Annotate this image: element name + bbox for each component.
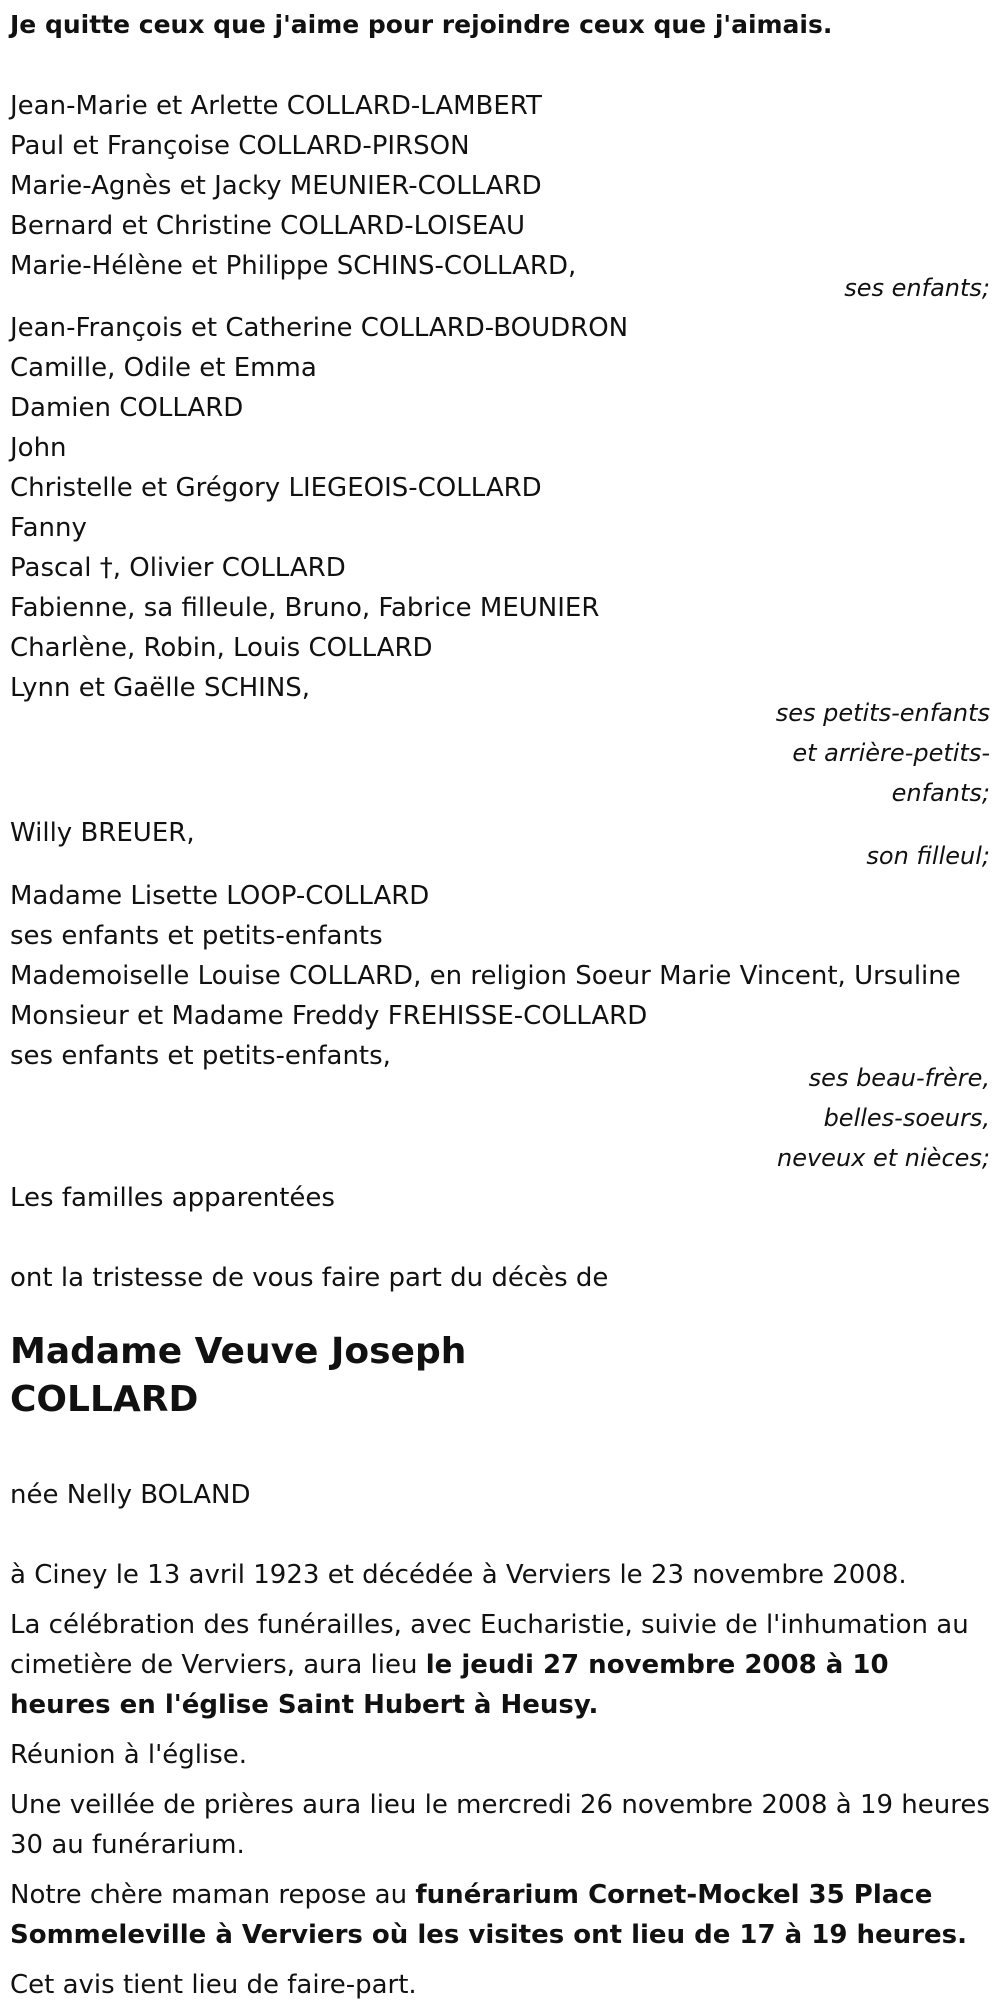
grandchildren-list [10, 308, 990, 708]
inlaws-list [10, 876, 990, 1076]
birth-name-block [10, 1475, 990, 1515]
vigil-details: Une veillée de prières aura lieu le mercredi 26 novembre 2008 à 19 heures 30 au funérarium. [10, 1790, 990, 1860]
list-item: Marie-Agnès et Jacky MEUNIER-COLLARD [10, 171, 542, 201]
children-role: ses enfants; [844, 274, 990, 302]
children-role-block [10, 268, 990, 308]
funeral-text: La célébration des funérailles, avec Eucharistie, suivie de l'inhumation au cimetière de Verviers, aura lieu [10, 1610, 969, 1680]
list-item: Marie-Hélène et Philippe SCHINS-COLLARD, [10, 251, 577, 281]
list-item: Pascal †, Olivier COLLARD [10, 553, 346, 583]
list-item: Christelle et Grégory LIEGEOIS-COLLARD [10, 473, 542, 503]
list-item: Fanny [10, 513, 87, 543]
list-item: Damien COLLARD [10, 393, 244, 423]
announcement-block [10, 1258, 990, 1298]
list-item: Jean-François et Catherine COLLARD-BOUDRON [10, 313, 629, 343]
grandchildren-role-line: et arrière-petits- [792, 739, 990, 767]
list-item: Madame Lisette LOOP-COLLARD [10, 881, 430, 911]
godson-role: son filleul; [866, 842, 990, 870]
list-item: ses enfants et petits-enfants, [10, 1041, 391, 1071]
grandchildren-role-block [10, 693, 990, 813]
list-item: Paul et Françoise COLLARD-PIRSON [10, 131, 470, 161]
deceased-name [10, 1328, 466, 1424]
details-block [10, 1555, 990, 2005]
deceased-name-line1: Madame Veuve Joseph [10, 1331, 467, 1372]
children-list [10, 86, 990, 286]
epigraph: Je quitte ceux que j'aime pour rejoindre ceux que j'aimais. [10, 10, 833, 39]
funeral-details [10, 1605, 995, 1725]
announcement: ont la tristesse de vous faire part du décès de [10, 1263, 609, 1293]
list-item: Jean-Marie et Arlette COLLARD-LAMBERT [10, 91, 542, 121]
grandchildren-role-line: enfants; [891, 779, 990, 807]
birth-death-details: à Ciney le 13 avril 1923 et décédée à Verviers le 23 novembre 2008. [10, 1560, 907, 1590]
list-item: Bernard et Christine COLLARD-LOISEAU [10, 211, 526, 241]
deceased-name-line2: COLLARD [10, 1379, 199, 1420]
funerarium-address: funérarium Cornet-Mockel 35 Place Sommeleville à Verviers où les visites ont lieu de 17 à 19 heures. [10, 1880, 967, 1950]
birth-name: née Nelly BOLAND [10, 1480, 251, 1510]
list-item: Camille, Odile et Emma [10, 353, 317, 383]
list-item: Lynn et Gaëlle SCHINS, [10, 673, 311, 703]
inlaws-role-line: neveux et nièces; [777, 1144, 990, 1172]
list-item: Mademoiselle Louise COLLARD, en religion Soeur Marie Vincent, Ursuline [10, 961, 961, 991]
grandchildren-role-line: ses petits-enfants [775, 699, 990, 727]
godson-name: Willy BREUER, [10, 818, 195, 848]
list-item: Charlène, Robin, Louis COLLARD [10, 633, 433, 663]
closing-note: Cet avis tient lieu de faire-part. [10, 1970, 417, 2000]
rest-text: Notre chère maman repose au [10, 1880, 416, 1910]
inlaws-role-line: ses beau-frère, [808, 1064, 990, 1092]
list-item: ses enfants et petits-enfants [10, 921, 383, 951]
list-item: Monsieur et Madame Freddy FREHISSE-COLLARD [10, 1001, 648, 1031]
list-item: John [10, 433, 67, 463]
inlaws-role-block [10, 1058, 990, 1178]
funeral-date-place: le jeudi 27 novembre 2008 à 10 heures en l'église Saint Hubert à Heusy. [10, 1650, 889, 1720]
inlaws-role-line: belles-soeurs, [823, 1104, 990, 1132]
godson-role-block [10, 836, 990, 876]
related-families-block [10, 1178, 990, 1218]
list-item: Fabienne, sa filleule, Bruno, Fabrice MEUNIER [10, 593, 600, 623]
meeting-details: Réunion à l'église. [10, 1740, 248, 1770]
related-families: Les familles apparentées [10, 1183, 335, 1213]
rest-details [10, 1875, 995, 1955]
